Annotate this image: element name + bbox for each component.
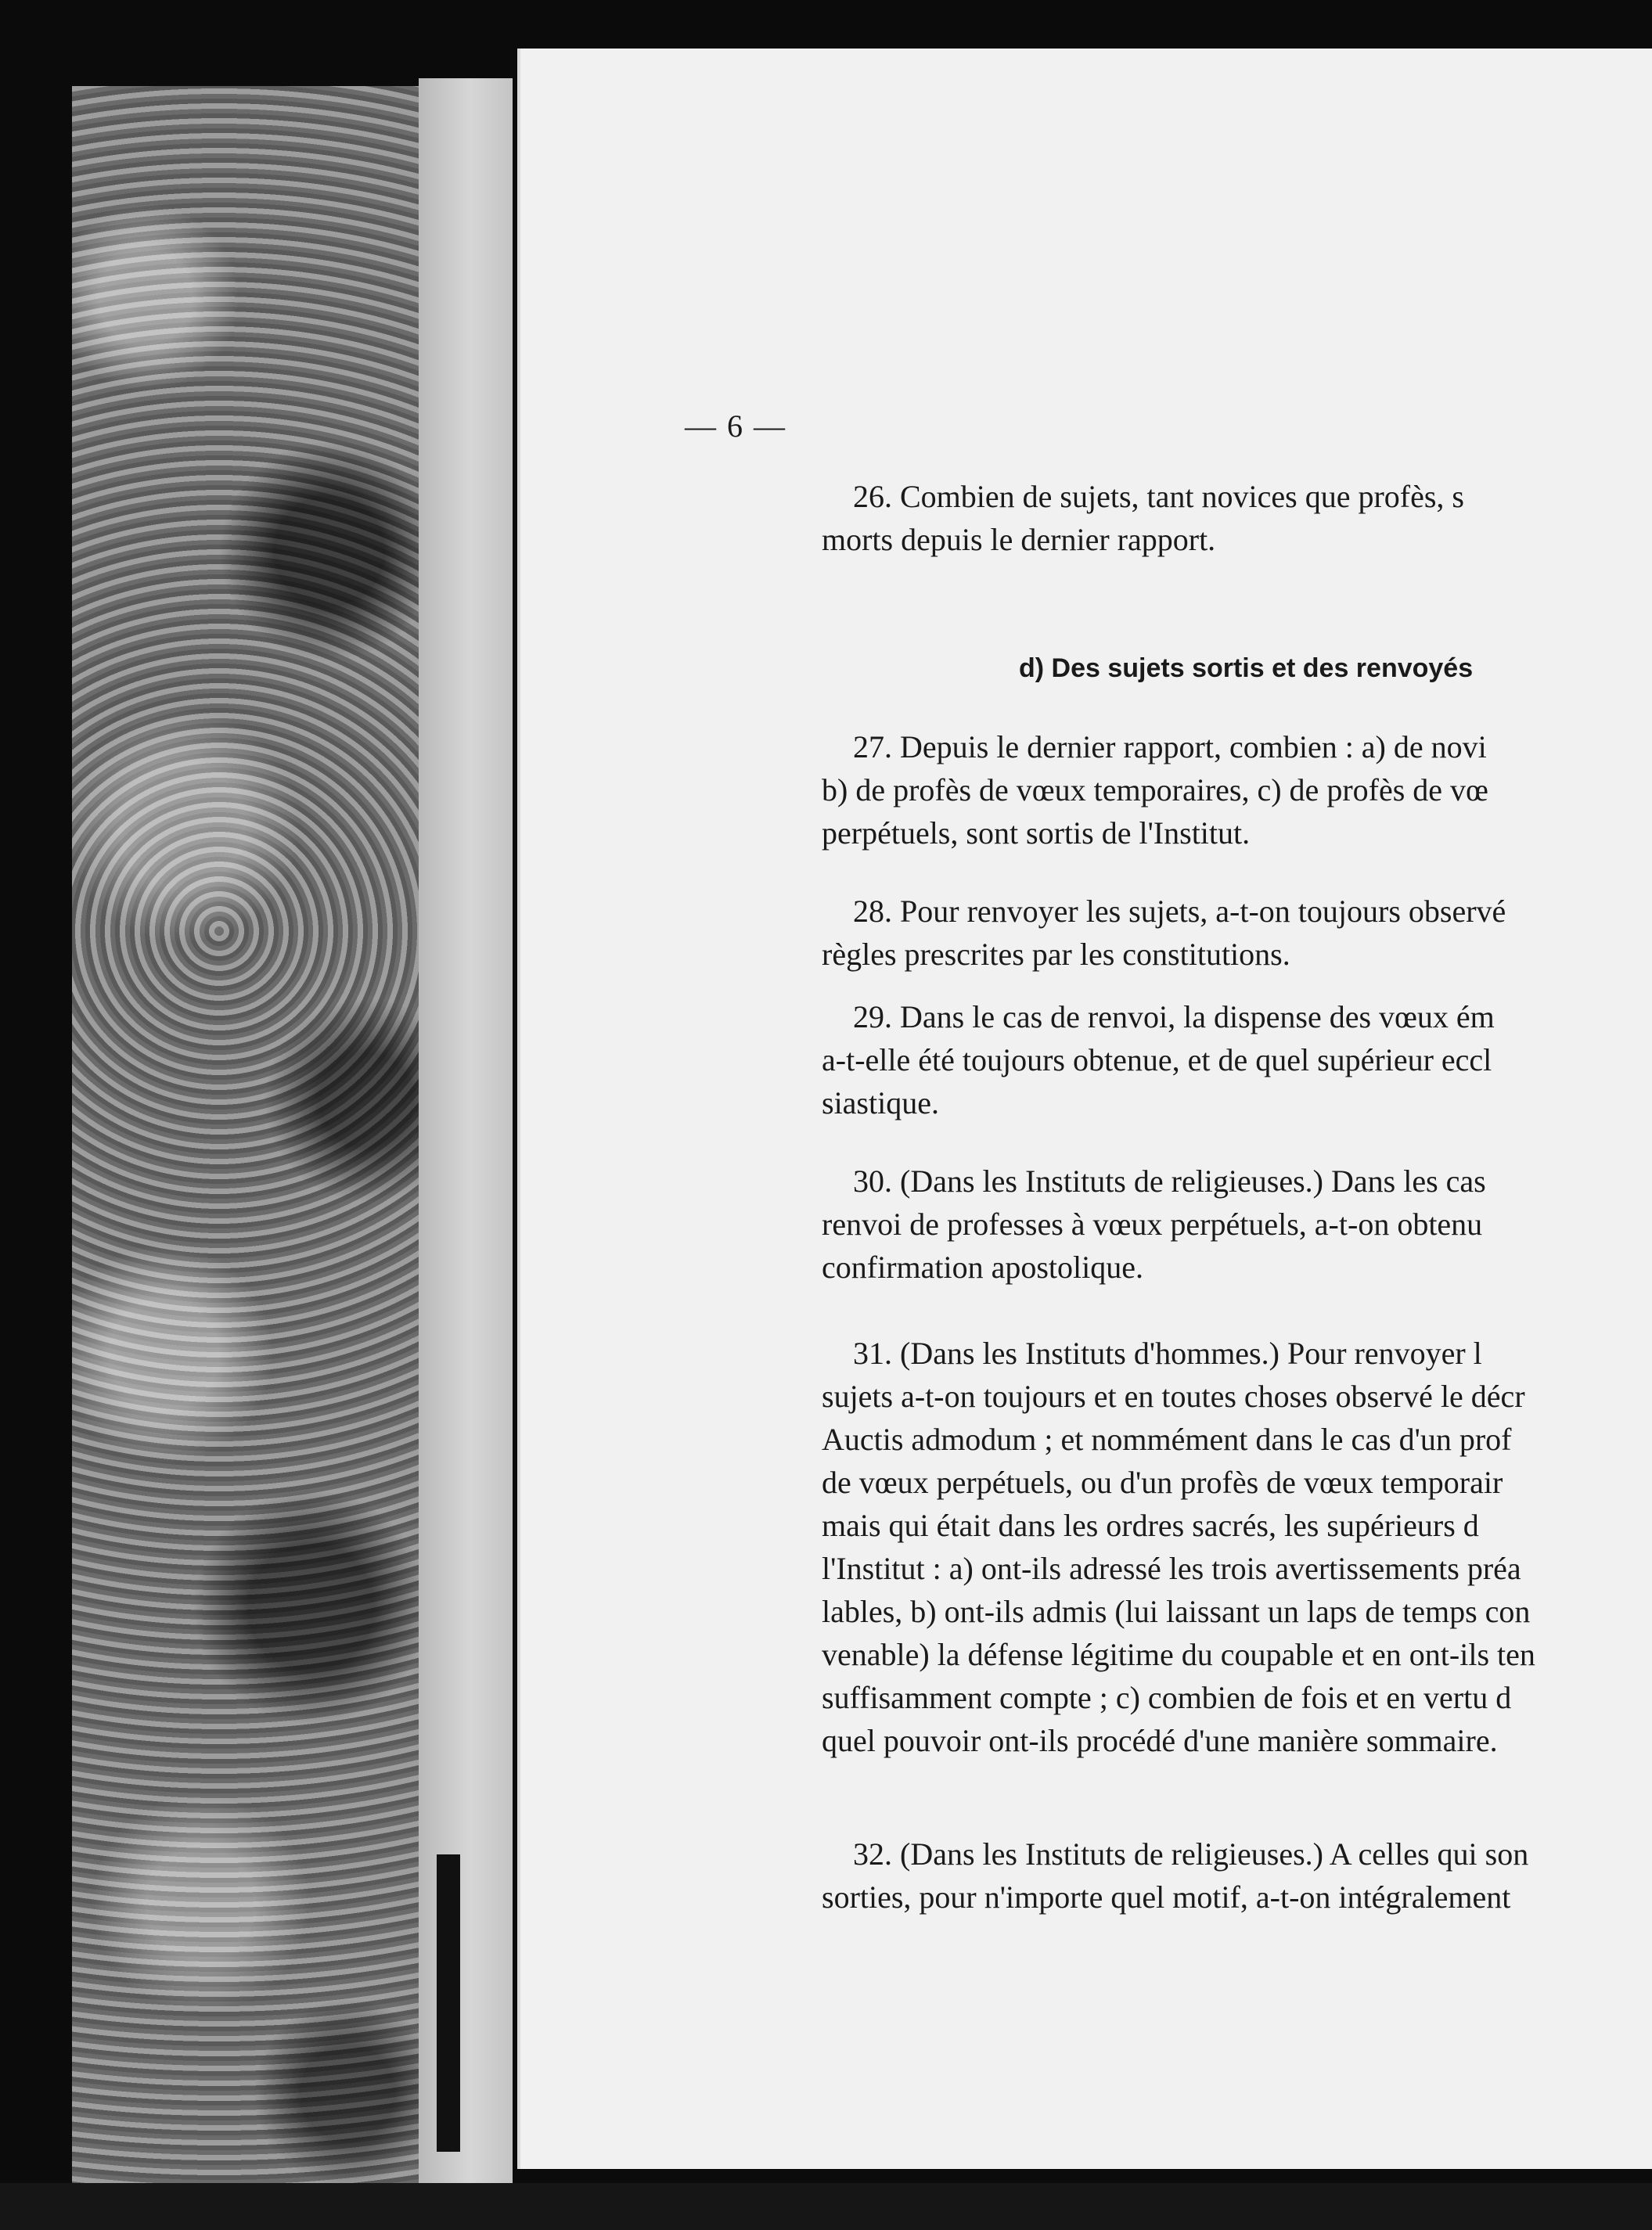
scanner-bottom-edge	[0, 2183, 1652, 2230]
paragraph-27	[822, 725, 1652, 854]
paragraph-line: quel pouvoir ont-ils procédé d'une manière sommaire.	[822, 1723, 1498, 1758]
paragraph-line: 26. Combien de sujets, tant novices que profès, s	[853, 479, 1464, 514]
paragraph-line: lables, b) ont-ils admis (lui laissant un laps de temps con	[822, 1594, 1531, 1629]
section-heading: d) Des sujets sortis et des renvoyés	[1019, 653, 1474, 683]
paragraph-line: suffisamment compte ; c) combien de fois et en vertu d	[822, 1680, 1512, 1715]
page-number: — 6 —	[685, 408, 786, 444]
paragraph-line: a-t-elle été toujours obtenue, et de quel supérieur eccl	[822, 1042, 1492, 1077]
paragraph-line: mais qui était dans les ordres sacrés, les supérieurs d	[822, 1508, 1479, 1543]
document-page	[520, 49, 1652, 2169]
mottled-backing-board	[72, 86, 440, 2199]
paragraph-line: règles prescrites par les constitutions.	[822, 937, 1290, 972]
paragraph-29	[822, 995, 1652, 1124]
paragraph-line: renvoi de professes à vœux perpétuels, a-t-on obtenu	[822, 1207, 1483, 1242]
binding-shadow	[437, 1854, 460, 2152]
paragraph-line: 29. Dans le cas de renvoi, la dispense des vœux ém	[853, 999, 1495, 1034]
paragraph-26	[822, 475, 1652, 561]
paragraph-line: 28. Pour renvoyer les sujets, a-t-on toujours observé	[853, 894, 1506, 929]
paragraph-line: 32. (Dans les Instituts de religieuses.) A celles qui son	[853, 1836, 1529, 1872]
paragraph-line: b) de profès de vœux temporaires, c) de profès de vœ	[822, 772, 1488, 807]
paragraph-line: morts depuis le dernier rapport.	[822, 522, 1216, 557]
paragraph-line: l'Institut : a) ont-ils adressé les trois avertissements préa	[822, 1551, 1521, 1586]
paragraph-line: sujets a-t-on toujours et en toutes choses observé le décr	[822, 1379, 1525, 1414]
paragraph-30	[822, 1160, 1652, 1289]
paragraph-line: 31. (Dans les Instituts d'hommes.) Pour renvoyer l	[853, 1336, 1482, 1371]
paragraph-line: perpétuels, sont sortis de l'Institut.	[822, 815, 1251, 851]
paragraph-line: 27. Depuis le dernier rapport, combien : a) de novi	[853, 729, 1487, 764]
paragraph-line: confirmation apostolique.	[822, 1250, 1144, 1285]
paragraph-28	[822, 890, 1652, 976]
paragraph-line: siastique.	[822, 1085, 939, 1120]
paragraph-32	[822, 1833, 1652, 1919]
paragraph-line: venable) la défense légitime du coupable et en ont-ils ten	[822, 1637, 1535, 1672]
page-edge-strip	[419, 78, 513, 2183]
paragraph-line: Auctis admodum ; et nommément dans le cas d'un prof	[822, 1422, 1512, 1457]
paragraph-31	[822, 1332, 1652, 1762]
paragraph-line: sorties, pour n'importe quel motif, a-t-on intégralement	[822, 1879, 1511, 1915]
paragraph-line: 30. (Dans les Instituts de religieuses.) Dans les cas	[853, 1164, 1486, 1199]
paragraph-line: de vœux perpétuels, ou d'un profès de vœux temporair	[822, 1465, 1503, 1500]
